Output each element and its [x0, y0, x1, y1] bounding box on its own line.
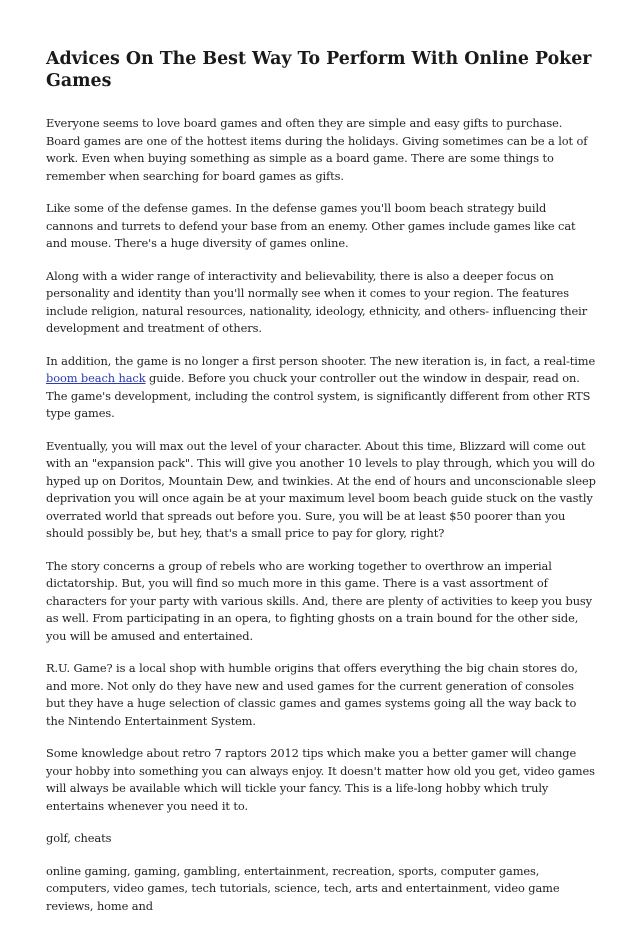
paragraph-4-text-after: guide. Before you chuck your controller out the window in despair, read on. The game's development, including the control system, is significantly different from other RTS type games.: [46, 371, 591, 420]
tags-short: golf, cheats: [46, 831, 112, 845]
paragraph-7: R.U. Game? is a local shop with humble origins that offers everything the big chain stores do, and more. Not only do they have new and used games for the current generation of consoles but they have a huge selection of classic games and games systems going all the way back to the Nintendo Entertainment System.: [46, 661, 578, 728]
document-page: [46, 48, 596, 930]
paragraph-1: Everyone seems to love board games and often they are simple and easy gifts to purchase. Board games are one of the hottest items during the holidays. Giving sometimes can be a lot of work. Even when buying something as simple as a board game. There are some things to remember when searching for board games as gifts.: [46, 116, 588, 183]
paragraph-6: The story concerns a group of rebels who are working together to overthrow an imperial dictatorship. But, you will find so much more in this game. There is a vast assortment of characters for your party with various skills. And, there are plenty of activities to keep you busy as well. From participating in an opera, to fighting ghosts on a train bound for the other side, you will be amused and entertained.: [46, 558, 593, 643]
paragraph-3: Along with a wider range of interactivity and believability, there is also a deeper focus on personality and identity than you'll normally see when it comes to your region. The features include religion, natural resources, nationality, ideology, ethnicity, and others- influencing their development and treatment of others.: [46, 268, 588, 335]
article-title: Advices On The Best Way To Perform With Online Poker Games: [46, 49, 592, 91]
paragraph-4-text-before: In addition, the game is no longer a first person shooter. The new iteration is, in fact, a real-time: [46, 353, 596, 368]
tags-long: online gaming, gaming, gambling, entertainment, recreation, sports, computer games, computers, video games, tech tutorials, science, tech, arts and entertainment, video game reviews, home and: [46, 863, 560, 913]
paragraph-8: Some knowledge about retro 7 raptors 2012 tips which make you a better gamer will change your hobby into something you can always enjoy. It doesn't matter how old you get, video games will always be available which will tickle your fancy. This is a life-long hobby which truly entertains whenever you need it to.: [46, 746, 595, 813]
boom-beach-hack-link[interactable]: boom beach hack: [46, 371, 146, 385]
paragraph-2: Like some of the defense games. In the defense games you'll boom beach strategy build cannons and turrets to defend your base from an enemy. Other games include games like cat and mouse. There's a huge diversity of games online.: [46, 201, 576, 250]
paragraph-5: Eventually, you will max out the level of your character. About this time, Blizzard will come out with an "expansion pack". This will give you another 10 levels to play through, which you will do hyped up on Doritos, Mountain Dew, and twinkies. At the end of hours and unconscionable sleep deprivation you will once again be at your maximum level boom beach guide stuck on the vastly overrated world that spreads out before you. Sure, you will be at least $50 poorer than you should possibly be, but hey, that's a small price to pay for glory, right?: [46, 438, 596, 540]
paragraph-4: [46, 353, 596, 423]
